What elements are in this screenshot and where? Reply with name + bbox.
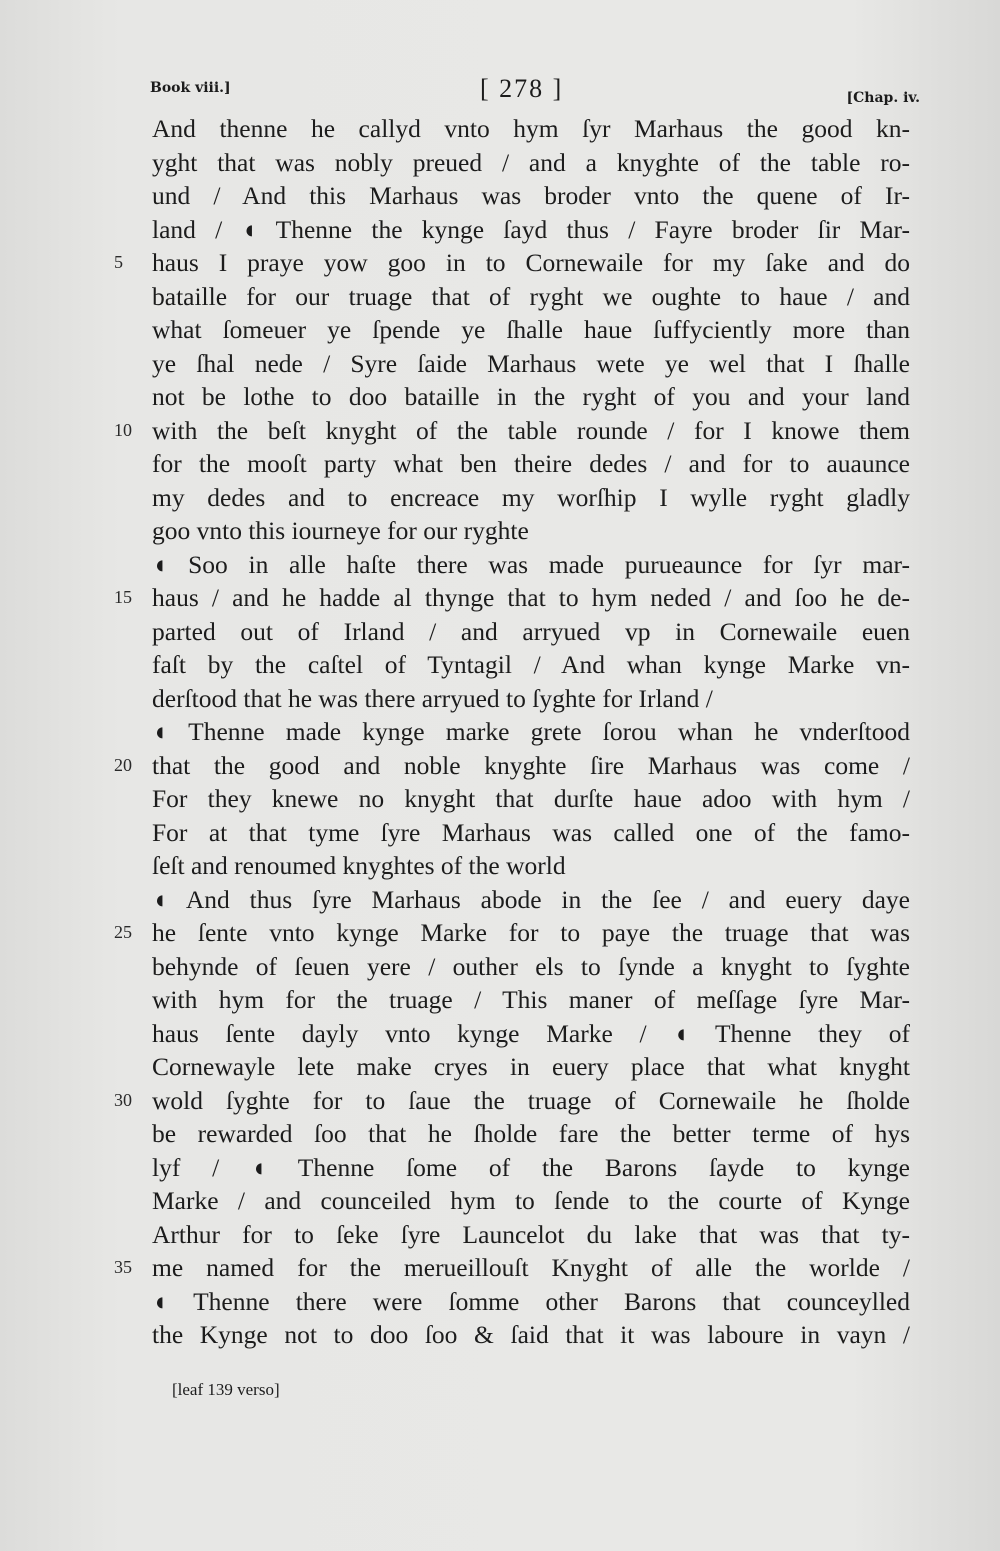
text-line xyxy=(152,1184,910,1218)
text-line xyxy=(152,1117,910,1151)
line-text: he ſente vnto kynge Marke for to paye the truage that was xyxy=(152,918,910,947)
text-line xyxy=(152,1318,910,1352)
text-line xyxy=(152,213,910,247)
line-text: derſtood that he was there arryued to ſyghte for Irland / xyxy=(152,683,713,713)
line-number: 5 xyxy=(114,252,123,272)
line-text: ◖ And thus ſyre Marhaus abode in the ſee / and euery daye xyxy=(152,884,910,914)
text-line xyxy=(152,280,910,314)
text-line xyxy=(152,548,910,582)
text-line xyxy=(152,615,910,649)
text-line xyxy=(152,112,910,146)
text-line xyxy=(152,816,910,850)
text-line xyxy=(152,983,910,1017)
line-text: ◖ Thenne there were ſomme other Barons that counceylled xyxy=(152,1286,910,1316)
line-number: 20 xyxy=(114,754,132,775)
chapter-label: [Chap. iv. xyxy=(846,90,920,106)
line-text: be rewarded ſoo that he ſholde fare the better terme of hys xyxy=(152,1119,910,1148)
text-line xyxy=(152,481,910,515)
text-line xyxy=(152,179,910,213)
text-line xyxy=(152,950,910,984)
line-text: For at that tyme ſyre Marhaus was called one of the famo- xyxy=(152,817,910,847)
line-text: ye ſhal nede / Syre ſaide Marhaus wete ye wel that I ſhalle xyxy=(152,348,910,378)
line-text: And thenne he callyd vnto hym ſyr Marhaus the good kn- xyxy=(152,114,910,143)
line-text: lyf / ◖ Thenne ſome of the Barons ſayde to kynge xyxy=(152,1152,910,1182)
line-text: with hym for the truage / This maner of meſſage ſyre Mar- xyxy=(152,985,910,1014)
running-head xyxy=(150,76,920,116)
leaf-note: [leaf 139 verso] xyxy=(172,1380,280,1399)
text-line xyxy=(152,347,910,381)
line-number: 25 xyxy=(114,922,132,942)
line-number: 10 xyxy=(114,419,132,440)
line-text: my dedes and to encreace my worſhip I wylle ryght gladly xyxy=(152,482,910,512)
line-text: behynde of ſeuen yere / outher els to ſynde a knyght to ſyghte xyxy=(152,951,910,981)
text-line xyxy=(152,1151,910,1185)
line-text: yght that was nobly preued / and a knyghte of the table ro- xyxy=(152,147,910,177)
page-number: [ 278 ] xyxy=(480,74,564,103)
text-line xyxy=(152,1285,910,1319)
line-text: wold ſyghte for to ſaue the truage of Cornewaile he ſholde xyxy=(152,1085,910,1115)
text-line xyxy=(152,146,910,180)
line-text: parted out of Irland / and arryued vp in Cornewaile euen xyxy=(152,616,910,646)
text-line xyxy=(152,1017,910,1051)
line-text: the Kynge not to doo ſoo & ſaid that it was laboure in vayn / xyxy=(152,1320,910,1349)
text-line xyxy=(152,782,910,816)
book-label: Book viii.] xyxy=(150,80,231,96)
line-text: land / ◖ Thenne the kynge ſayd thus / Fayre broder ſir Mar- xyxy=(152,214,910,244)
line-text: for the mooſt party what ben theire dedes / and for to auaunce xyxy=(152,449,910,478)
text-line xyxy=(152,1050,910,1084)
line-number: 35 xyxy=(114,1257,132,1277)
line-text: haus ſente dayly vnto kynge Marke / ◖ Thenne they of xyxy=(152,1018,910,1048)
text-line xyxy=(114,749,910,783)
line-text: with the beſt knyght of the table rounde / for I knowe them xyxy=(152,415,910,445)
line-text: ſeſt and renoumed knyghtes of the world xyxy=(152,851,566,880)
text-line xyxy=(114,581,910,615)
text-line xyxy=(114,1251,910,1285)
text-line xyxy=(152,313,910,347)
text-line xyxy=(152,648,910,682)
text-line xyxy=(152,849,910,883)
line-text: what ſomeuer ye ſpende ye ſhalle haue ſuffyciently more than xyxy=(152,315,910,344)
line-text: ◖ Soo in alle haſte there was made purueaunce for ſyr mar- xyxy=(152,549,910,579)
line-number: 15 xyxy=(114,587,132,607)
line-text: ◖ Thenne made kynge marke grete ſorou whan he vnderſtood xyxy=(152,717,910,746)
line-text: that the good and noble knyghte ſire Marhaus was come / xyxy=(152,750,910,780)
line-text: me named for the merueillouſt Knyght of alle the worlde / xyxy=(152,1253,910,1282)
line-text: For they knewe no knyght that durſte haue adoo with hym / xyxy=(152,784,910,813)
body-text xyxy=(114,112,910,1352)
text-line xyxy=(152,514,910,548)
line-text: bataille for our truage that of ryght we oughte to haue / and xyxy=(152,281,910,311)
text-line xyxy=(152,447,910,481)
text-line xyxy=(114,246,910,280)
text-line xyxy=(114,916,910,950)
line-text: haus I praye yow goo in to Cornewaile for my ſake and do xyxy=(152,248,910,277)
line-text: Arthur for to ſeke ſyre Launcelot du lake that was that ty- xyxy=(152,1219,910,1249)
line-text: Cornewayle lete make cryes in euery place that what knyght xyxy=(152,1052,910,1081)
line-text: faſt by the caſtel of Tyntagil / And whan kynge Marke vn- xyxy=(152,650,910,679)
line-number: 30 xyxy=(114,1089,132,1110)
line-text: goo vnto this iourneye for our ryghte xyxy=(152,516,529,545)
text-line xyxy=(152,682,910,716)
line-text: und / And this Marhaus was broder vnto the quene of Ir- xyxy=(152,181,910,210)
text-line xyxy=(114,414,910,448)
text-line xyxy=(152,380,910,414)
text-line xyxy=(152,715,910,749)
line-text: Marke / and counceiled hym to ſende to the courte of Kynge xyxy=(152,1186,910,1215)
text-line xyxy=(152,1218,910,1252)
text-line xyxy=(152,883,910,917)
line-text: not be lothe to doo bataille in the ryght of you and your land xyxy=(152,382,910,411)
line-text: haus / and he hadde al thynge that to hym neded / and ſoo he de- xyxy=(152,583,910,612)
text-line xyxy=(114,1084,910,1118)
